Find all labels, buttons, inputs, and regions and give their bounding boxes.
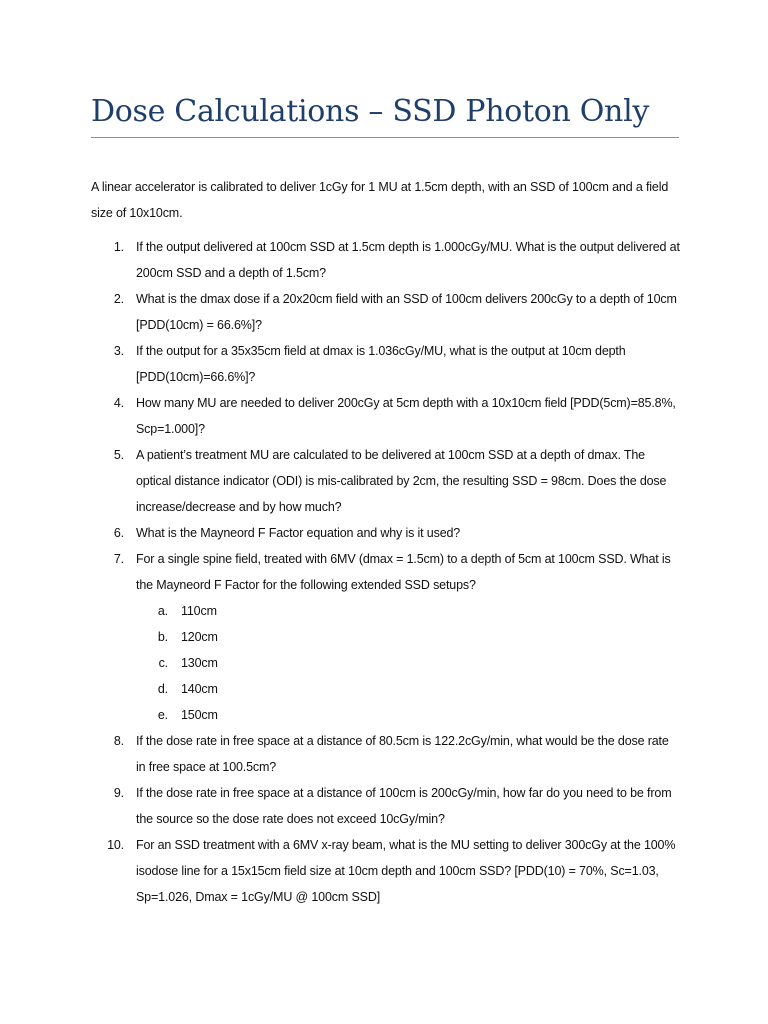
ssd-setup-item	[136, 650, 681, 676]
question-number: 2.	[113, 292, 124, 306]
question-number: 7.	[113, 552, 124, 566]
question-number: 3.	[113, 344, 124, 358]
question-number: 4.	[113, 396, 124, 410]
sub-item-text: 130cm	[181, 656, 218, 670]
question-item	[91, 520, 681, 546]
sub-item-letter: a.	[157, 604, 168, 618]
question-number: 10.	[107, 838, 124, 852]
question-text: For an SSD treatment with a 6MV x-ray beam, what is the MU setting to deliver 300cGy at the 100% isodose line for a 15x15cm field size at 10cm depth and 100cm SSD? [PDD(10) = 70%, Sc=1.03, Sp=1.026, Dmax = 1cGy/MU @ 100cm SSD]	[136, 838, 676, 904]
ssd-setup-item	[136, 624, 681, 650]
question-number: 6.	[113, 526, 124, 540]
question-text: For a single spine field, treated with 6MV (dmax = 1.5cm) to a depth of 5cm at 100cm SSD. What is the Mayneord F Factor for the following extended SSD setups?	[136, 552, 671, 592]
question-text: What is the dmax dose if a 20x20cm field with an SSD of 100cm delivers 200cGy to a depth of 10cm [PDD(10cm) = 66.6%]?	[136, 292, 677, 332]
sub-item-letter: c.	[158, 656, 168, 670]
intro-paragraph: A linear accelerator is calibrated to deliver 1cGy for 1 MU at 1.5cm depth, with an SSD of 100cm and a field size of 10x10cm.	[91, 180, 669, 220]
question-item	[91, 338, 681, 390]
question-list	[91, 234, 681, 910]
question-item	[91, 286, 681, 338]
document-body	[91, 174, 681, 910]
question-item	[91, 546, 681, 728]
question-number: 8.	[113, 734, 124, 748]
question-number: 1.	[113, 240, 124, 254]
document-title: Dose Calculations – SSD Photon Only	[91, 94, 650, 129]
ssd-setup-item	[136, 702, 681, 728]
sub-item-text: 110cm	[181, 604, 217, 618]
sub-item-text: 120cm	[181, 630, 218, 644]
question-text: A patient’s treatment MU are calculated to be delivered at 100cm SSD at a depth of dmax. The optical distance indicator (ODI) is mis-calibrated by 2cm, the resulting SSD = 98cm. Does the dose increase/decrease and by how much?	[136, 448, 667, 514]
sub-item-text: 140cm	[181, 682, 218, 696]
question-item	[91, 832, 681, 910]
question-number: 5.	[113, 448, 124, 462]
sub-item-letter: b.	[157, 630, 168, 644]
title-underline	[91, 137, 679, 138]
question-item	[91, 234, 681, 286]
question-item	[91, 390, 681, 442]
ssd-setup-item	[136, 676, 681, 702]
question-text: If the output delivered at 100cm SSD at 1.5cm depth is 1.000cGy/MU. What is the output delivered at 200cm SSD and a depth of 1.5cm?	[136, 240, 680, 280]
question-item	[91, 780, 681, 832]
question-text: How many MU are needed to deliver 200cGy at 5cm depth with a 10x10cm field [PDD(5cm)=85.8%, Scp=1.000]?	[136, 396, 676, 436]
question-number: 9.	[113, 786, 124, 800]
sub-item-text: 150cm	[181, 708, 218, 722]
question-text: If the dose rate in free space at a distance of 80.5cm is 122.2cGy/min, what would be the dose rate in free space at 100.5cm?	[136, 734, 669, 774]
question-item	[91, 442, 681, 520]
question-text: What is the Mayneord F Factor equation and why is it used?	[136, 526, 461, 540]
ssd-setup-item	[136, 598, 681, 624]
question-item	[91, 728, 681, 780]
question-text: If the output for a 35x35cm field at dmax is 1.036cGy/MU, what is the output at 10cm depth [PDD(10cm)=66.6%]?	[136, 344, 626, 384]
sub-item-letter: e.	[157, 708, 168, 722]
ssd-setup-list	[136, 598, 681, 728]
question-text: If the dose rate in free space at a distance of 100cm is 200cGy/min, how far do you need to be from the source so the dose rate does not exceed 10cGy/min?	[136, 786, 672, 826]
sub-item-letter: d.	[157, 682, 168, 696]
